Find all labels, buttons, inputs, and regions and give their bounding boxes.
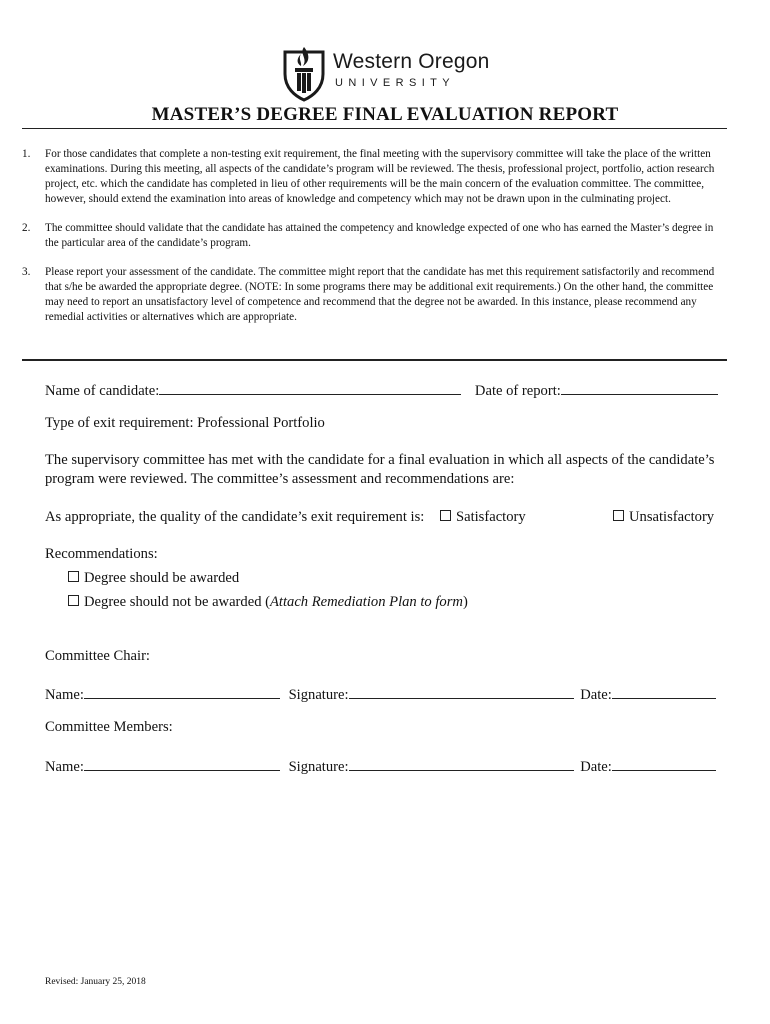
satisfactory-option[interactable] — [440, 509, 526, 525]
instruction-text: Please report your assessment of the candidate. The committee might report that the candidate has met this requirement satisfactorily and recommend that s/he be awarded the appropriate degree. (NOTE: In some programs there may be additional exit requirements.) On the other hand, the committee may need to report an unsatisfactory level of competence and recommend that the degree not be awarded. In this instance, please recommend any remedial activities or alternatives which are appropriate. — [45, 266, 715, 323]
candidate-row — [45, 380, 718, 400]
member-signature-field[interactable] — [349, 756, 574, 771]
chair-signature-row — [45, 684, 716, 704]
revision-date: Revised: January 25, 2018 — [45, 977, 146, 987]
committee-chair-label: Committee Chair: — [45, 648, 150, 664]
member-name-label: Name: — [45, 759, 84, 775]
recommend-not-awarded-checkbox[interactable] — [68, 595, 79, 606]
recommend-not-awarded-suffix: ) — [462, 594, 468, 610]
quality-row — [45, 509, 526, 526]
instruction-number: 3. — [22, 266, 31, 278]
logo-subtitle: UNIVERSITY — [335, 77, 456, 89]
candidate-label: Name of candidate: — [45, 383, 160, 399]
university-logo — [281, 44, 493, 104]
recommend-awarded-checkbox[interactable] — [68, 571, 79, 582]
quality-label: As appropriate, the quality of the candidate’s exit requirement is: — [45, 509, 425, 525]
unsatisfactory-option[interactable] — [613, 509, 714, 526]
recommend-awarded-label: Degree should be awarded — [84, 570, 240, 586]
member-name-field[interactable] — [84, 756, 280, 771]
unsatisfactory-label: Unsatisfactory — [629, 509, 715, 525]
instruction-number: 2. — [22, 222, 31, 234]
committee-members-label: Committee Members: — [45, 719, 173, 735]
exit-requirement-type: Type of exit requirement: Professional Portfolio — [45, 415, 325, 431]
chair-name-field[interactable] — [84, 684, 280, 699]
instruction-list — [22, 147, 727, 339]
chair-date-field[interactable] — [612, 684, 716, 699]
recommend-awarded-option[interactable] — [68, 570, 239, 587]
chair-signature-label: Signature: — [288, 687, 349, 703]
satisfactory-label: Satisfactory — [455, 509, 526, 525]
logo-name: Western Oregon — [333, 50, 490, 73]
member-signature-row — [45, 756, 716, 776]
instruction-text: The committee should validate that the candidate has attained the competency and knowledge expected of one who has earned the Master’s degree in the particular area of the candidate’s program. — [45, 222, 714, 249]
recommend-not-awarded-option[interactable] — [68, 594, 468, 611]
chair-signature-field[interactable] — [349, 684, 574, 699]
page-title: MASTER’S DEGREE FINAL EVALUATION REPORT — [151, 104, 619, 125]
member-date-label: Date: — [580, 759, 612, 775]
remediation-note: Attach Remediation Plan to form — [270, 594, 463, 610]
torch-shield-icon — [281, 44, 327, 102]
instruction-item — [22, 265, 727, 325]
unsatisfactory-checkbox[interactable] — [613, 510, 624, 521]
chair-name-label: Name: — [45, 687, 84, 703]
recommend-not-awarded-prefix: Degree should not be awarded ( — [84, 594, 270, 610]
instruction-item — [22, 221, 727, 251]
member-signature-label: Signature: — [288, 759, 349, 775]
instruction-number: 1. — [22, 148, 31, 160]
member-date-field[interactable] — [612, 756, 716, 771]
instruction-item — [22, 147, 727, 207]
section-divider — [22, 359, 727, 361]
candidate-name-field[interactable] — [159, 380, 461, 395]
date-of-report-label: Date of report: — [474, 383, 561, 399]
date-of-report-field[interactable] — [561, 380, 718, 395]
title-divider — [22, 128, 727, 129]
chair-date-label: Date: — [580, 687, 612, 703]
satisfactory-checkbox[interactable] — [440, 510, 451, 521]
recommendations-label: Recommendations: — [45, 546, 158, 562]
instruction-text: For those candidates that complete a non-testing exit requirement, the final meeting with the supervisory committee will take the place of the written examinations. During this meeting, all aspects of the candidate’s program will be reviewed. The thesis, professional project, portfolio, action research project, etc. which the candidate has completed in lieu of other requirements will be the main concern of the evaluation committee. The committee, however, should extend the examination into areas of knowledge and competency which may not be drawn upon in the culminating project. — [45, 148, 715, 205]
committee-statement: The supervisory committee has met with the candidate for a final evaluation in which all aspects of the candidate’s program were reviewed. The committee’s assessment and recommendations are: — [45, 452, 715, 487]
